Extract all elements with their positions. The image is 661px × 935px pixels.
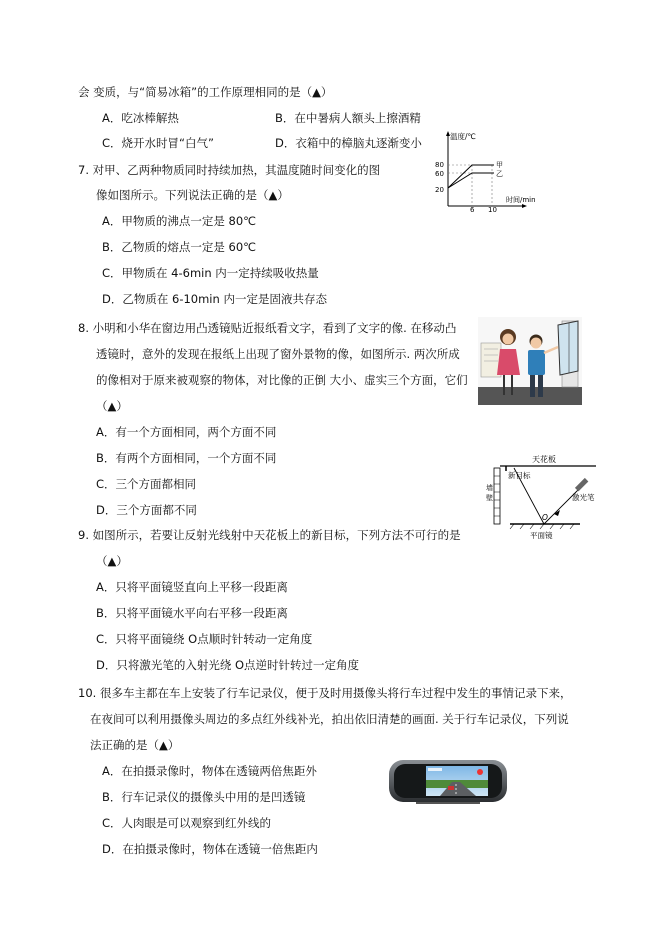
q8-stem-3: 的像相对于原来被观察的物体，对比像的正倒 大小、虚实三个方面，它们	[96, 373, 468, 387]
q6-option-d: D．衣箱中的樟脑丸逐渐变小	[275, 136, 422, 150]
series-jia-line	[448, 165, 494, 188]
q8-option-d: D．三个方面都不同	[96, 503, 197, 517]
mirror-label: 平面镜	[530, 531, 553, 540]
graph-tick-80: 80	[435, 161, 444, 169]
ceiling-label: 天花板	[532, 455, 556, 464]
window-lens-illustration	[478, 317, 582, 405]
q9-option-c: C．只将平面镜绕 O点顺时针转动一定角度	[96, 632, 313, 646]
series-yi-label: 乙	[496, 170, 503, 178]
q8-option-c: C．三个方面都相同	[96, 477, 197, 491]
dashcam-mirror-image	[388, 758, 508, 806]
q8-option-b: B．有两个方面相同，一个方面不同	[96, 451, 277, 465]
temperature-time-graph	[430, 128, 536, 214]
q10-stem-1: 10. 很多车主都在车上安装了行车记录仪，便于及时用摄像头将行车过程中发生的事情记录下来，	[78, 686, 572, 700]
series-yi-line	[448, 173, 494, 188]
point-o-label: O	[542, 513, 548, 522]
wall-label-2: 壁	[486, 494, 493, 502]
q9-stem-1: 9. 如图所示，若要让反射光线射中天花板上的新目标，下列方法不可行的是	[78, 528, 461, 542]
series-jia-label: 甲	[496, 161, 503, 169]
q10-option-c: C．人肉眼是可以观察到红外线的	[102, 816, 272, 830]
q7-option-c: C．甲物质在 4-6min 内一定持续吸收热量	[102, 266, 319, 280]
laser-label: 激光笔	[572, 493, 595, 502]
q7-stem-1: 7. 对甲、乙两种物质同时持续加热，其温度随时间变化的图	[78, 163, 381, 177]
q10-option-a: A．在拍摄录像时，物体在透镜两倍焦距外	[102, 764, 317, 778]
q10-stem-3: 法正确的是（▲）	[90, 738, 180, 752]
q7-stem-2: 像如图所示。下列说法正确的是（▲）	[96, 188, 289, 202]
q9-option-b: B．只将平面镜水平向右平移一段距离	[96, 606, 288, 620]
graph-x-title: 时间/min	[506, 196, 536, 204]
window-icon	[558, 321, 578, 375]
q6-option-b: B．在中暑病人额头上擦酒精	[275, 111, 421, 125]
q6-stem: 会 变质，与“简易冰箱”的工作原理相同的是（▲）	[78, 85, 333, 99]
wall-label-1: 墙	[486, 484, 493, 492]
q7-option-b: B．乙物质的熔点一定是 60℃	[102, 240, 257, 254]
q8-stem-2: 透镜时，意外的发现在报纸上出现了窗外景物的像，如图所示. 两次所成	[96, 347, 460, 361]
graph-tick-60: 60	[435, 170, 444, 178]
graph-y-title: 温度/℃	[450, 132, 476, 141]
graph-tick-20: 20	[435, 186, 444, 194]
q8-option-a: A．有一个方面相同，两个方面不同	[96, 425, 277, 439]
graph-tick-6: 6	[470, 206, 475, 214]
q10-stem-2: 在夜间可以利用摄像头周边的多点红外线补光，拍出依旧清楚的画面. 关于行车记录仪，下列说	[90, 712, 569, 726]
q9-option-d: D．只将激光笔的入射光绕 O点逆时针转过一定角度	[96, 658, 360, 672]
q9-option-a: A．只将平面镜竖直向上平移一段距离	[96, 580, 288, 594]
q7-option-a: A．甲物质的沸点一定是 80℃	[102, 214, 257, 228]
q6-option-a: A．吃冰棒解热	[102, 111, 179, 125]
q6-option-c: C．烧开水时冒“白气”	[102, 136, 214, 150]
q9-stem-2: （▲）	[96, 554, 128, 568]
laser-pen-icon	[575, 478, 588, 491]
q10-option-d: D．在拍摄录像时，物体在透镜一倍焦距内	[102, 842, 318, 856]
q8-stem-1: 8. 小明和小华在窗边用凸透镜贴近报纸看文字，看到了文字的像. 在移动凸	[78, 321, 457, 335]
q8-stem-4: （▲）	[96, 399, 128, 413]
mirror-laser-diagram	[486, 452, 606, 538]
q10-option-b: B．行车记录仪的摄像头中用的是凹透镜	[102, 790, 306, 804]
q7-option-d: D．乙物质在 6-10min 内一定是固液共存态	[102, 292, 327, 306]
graph-tick-10: 10	[488, 206, 497, 214]
target-label: 新目标	[508, 471, 531, 480]
